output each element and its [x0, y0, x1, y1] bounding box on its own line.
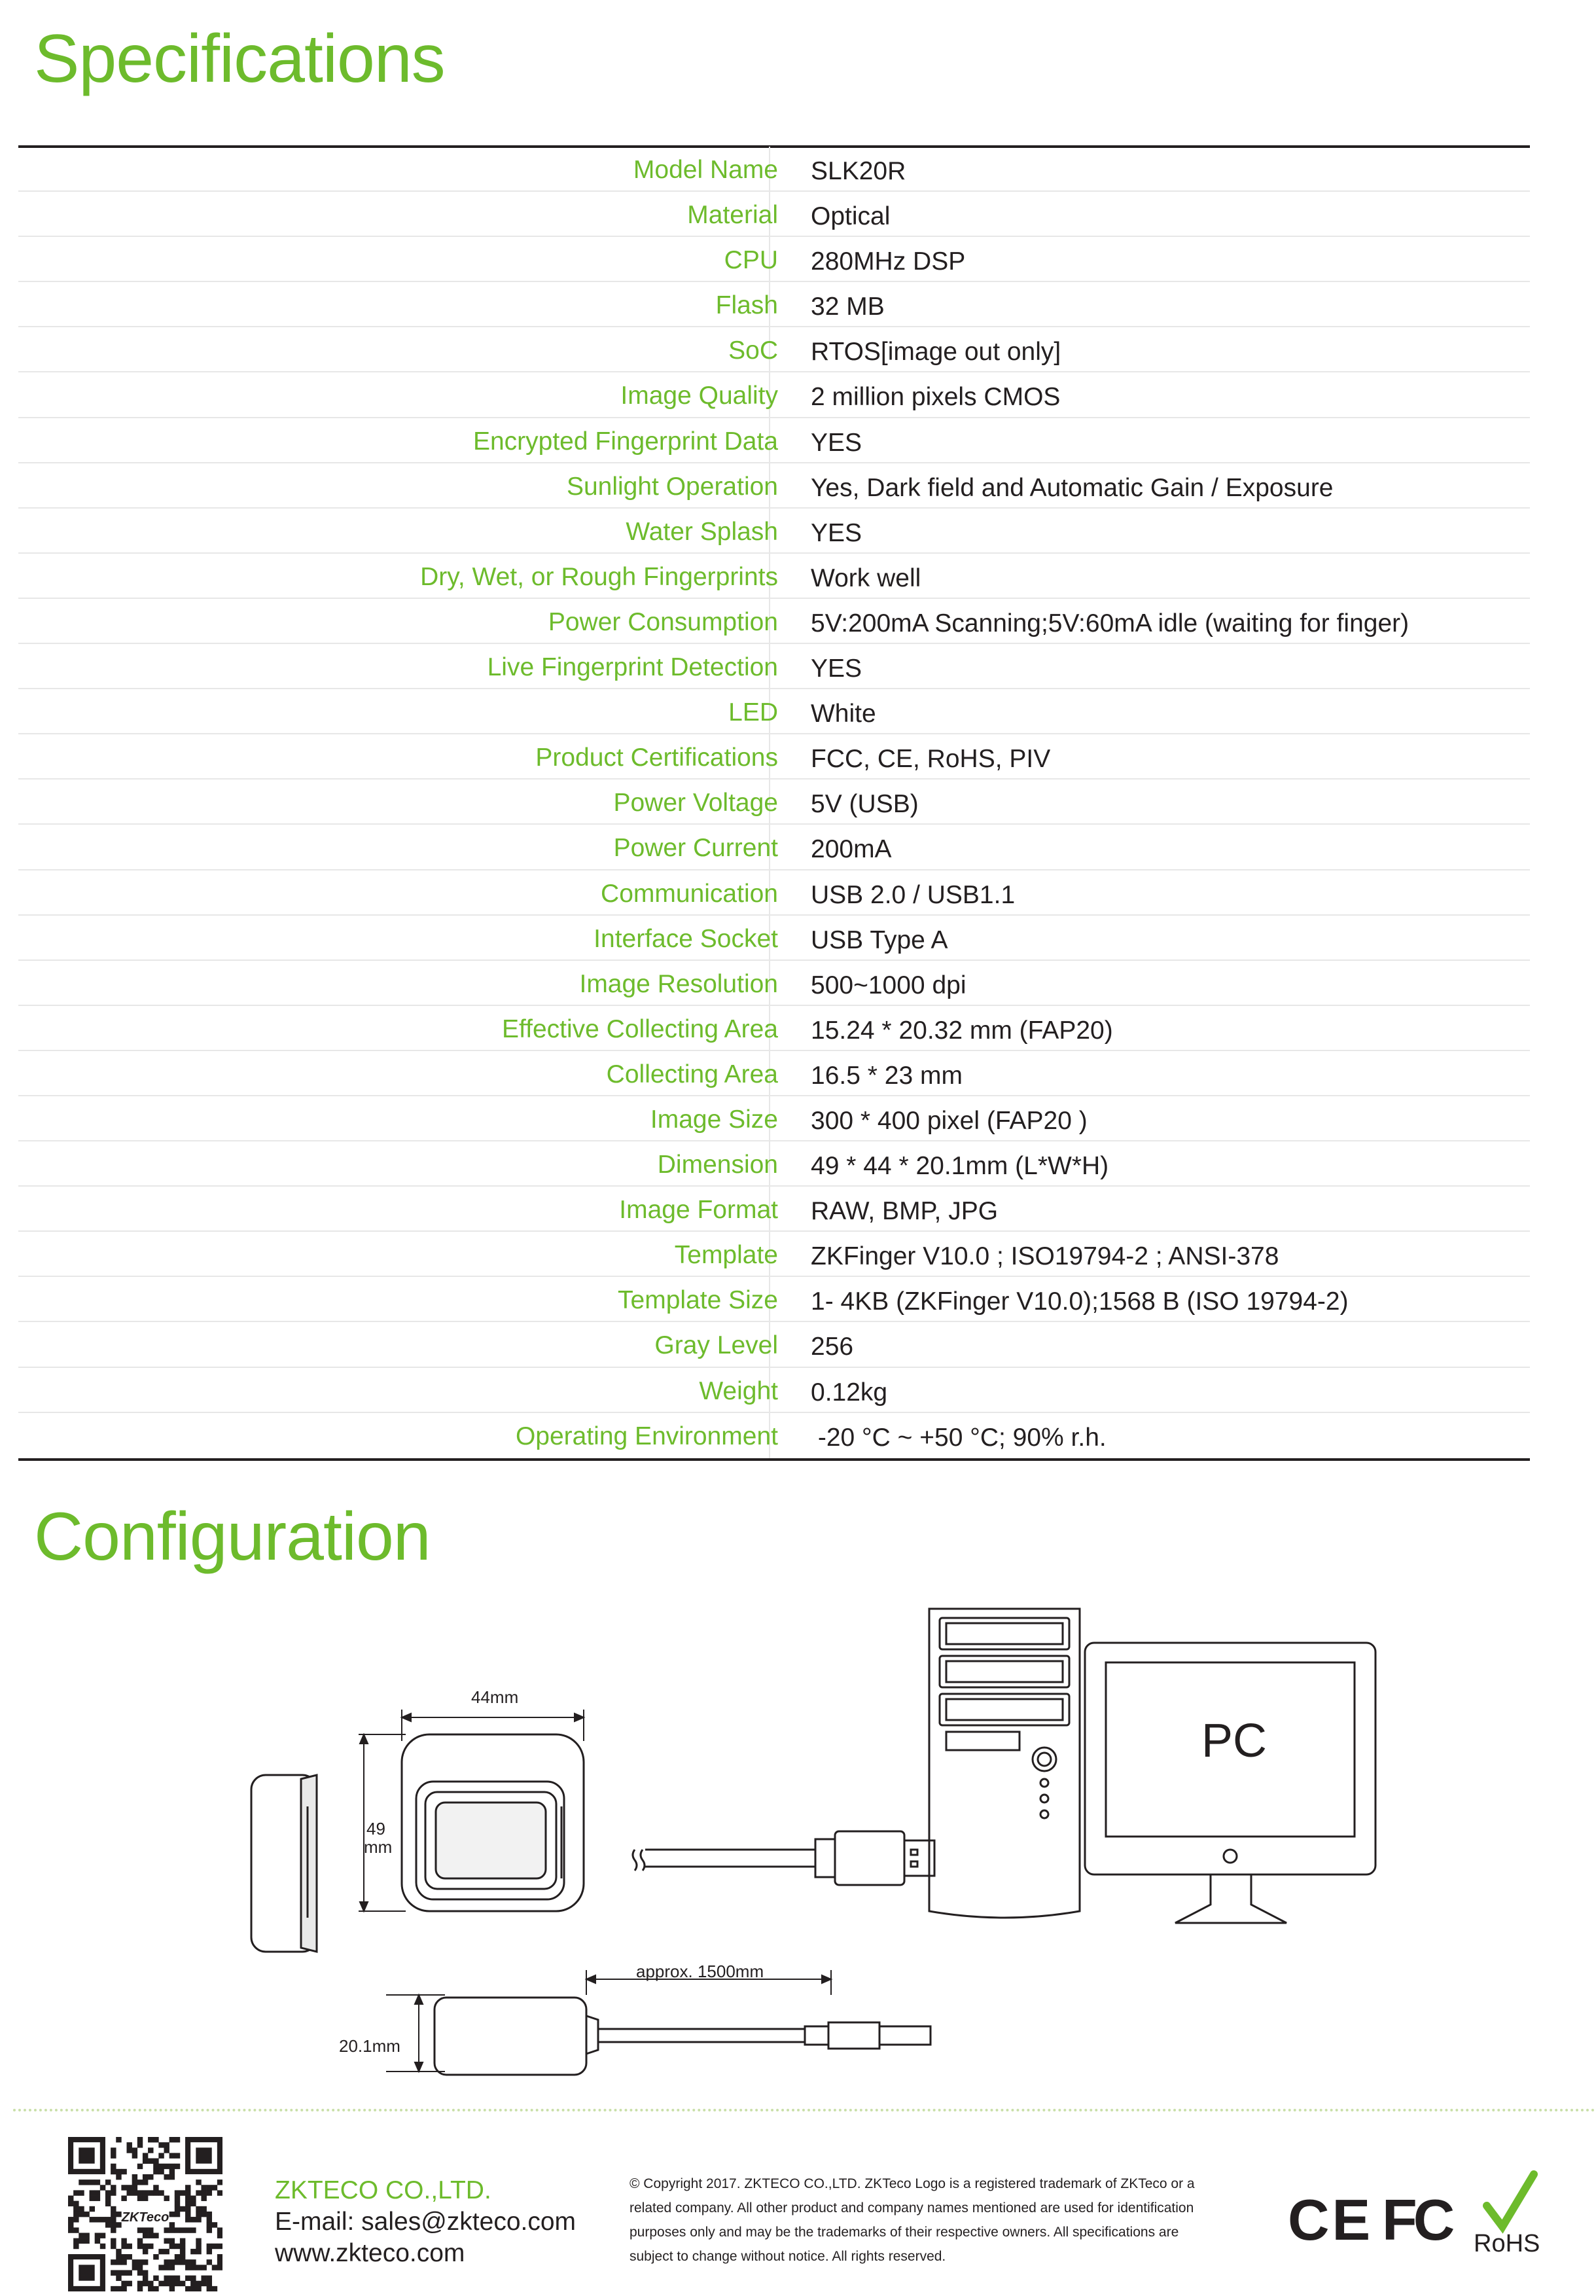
- table-row: [18, 1187, 1530, 1232]
- table-row: [18, 327, 1530, 372]
- spec-value: 32 MB: [811, 293, 885, 321]
- spec-value: White: [811, 700, 876, 728]
- spec-label: Image Quality: [620, 382, 778, 410]
- spec-value: YES: [811, 655, 862, 683]
- spec-label: CPU: [724, 246, 778, 275]
- spec-label: Effective Collecting Area: [501, 1014, 778, 1043]
- table-row: [18, 1096, 1530, 1141]
- table-row: [18, 599, 1530, 644]
- copyright-line: © Copyright 2017. ZKTECO CO.,LTD. ZKTeco Logo is a registered trademark of ZKTeco or a: [630, 2176, 1195, 2191]
- spec-label: Image Size: [650, 1105, 778, 1134]
- spec-label: Power Consumption: [548, 607, 778, 636]
- spec-value: 15.24 * 20.32 mm (FAP20): [811, 1016, 1113, 1045]
- pc-label: PC: [1201, 1715, 1268, 1767]
- table-row: [18, 644, 1530, 689]
- spec-label: Live Fingerprint Detection: [487, 653, 778, 682]
- configuration-title: Configuration: [34, 1499, 431, 1575]
- table-row: [18, 418, 1530, 463]
- copyright-notice: [630, 2172, 1205, 2269]
- spec-value: 500~1000 dpi: [811, 971, 966, 999]
- scanner-side-view: [251, 1775, 317, 1952]
- spec-value: 16.5 * 23 mm: [811, 1061, 963, 1090]
- length-dimension-unit: mm: [364, 1837, 393, 1857]
- spec-label: Collecting Area: [606, 1060, 778, 1088]
- table-row: [18, 780, 1530, 825]
- usb-cable: [633, 1831, 934, 1885]
- spec-value: Work well: [811, 564, 921, 592]
- spec-value: 1- 4KB (ZKFinger V10.0);1568 B (ISO 19794-2): [811, 1287, 1349, 1316]
- height-dimension-label: 20.1mm: [339, 2036, 400, 2056]
- spec-label: Flash: [715, 291, 778, 320]
- copyright-line: subject to change without notice. All rights reserved.: [630, 2249, 946, 2264]
- spec-label: Dimension: [657, 1151, 778, 1179]
- company-website[interactable]: www.zkteco.com: [275, 2239, 465, 2267]
- spec-label: SoC: [728, 336, 778, 365]
- page-title: Specifications: [34, 21, 445, 97]
- table-row: [18, 147, 1530, 192]
- pc-tower: [929, 1609, 1080, 1918]
- table-row: [18, 463, 1530, 509]
- table-bottom-rule: [18, 1458, 1530, 1461]
- spec-value: 280MHz DSP: [811, 247, 966, 276]
- rohs-check-icon: [1487, 2174, 1534, 2227]
- spec-table: [18, 147, 1530, 1458]
- qr-code-icon: [68, 2137, 222, 2291]
- company-name: ZKTECO CO.,LTD.: [275, 2176, 491, 2204]
- scanner-side-cable-view: [434, 1998, 931, 2075]
- table-row: [18, 1232, 1530, 1277]
- spec-value: 300 * 400 pixel (FAP20 ): [811, 1106, 1088, 1135]
- spec-value: USB 2.0 / USB1.1: [811, 880, 1016, 909]
- spec-label: Operating Environment: [515, 1422, 778, 1450]
- spec-label: Gray Level: [654, 1331, 778, 1360]
- spec-value: 2 million pixels CMOS: [811, 383, 1061, 412]
- table-row: [18, 372, 1530, 418]
- table-row: [18, 1368, 1530, 1413]
- fcc-mark-icon: FC: [1382, 2187, 1451, 2252]
- spec-label: Image Resolution: [579, 969, 778, 998]
- table-row: [18, 961, 1530, 1006]
- company-email[interactable]: E-mail: sales@zkteco.com: [275, 2208, 576, 2236]
- spec-value: RAW, BMP, JPG: [811, 1197, 999, 1226]
- spec-label: Power Current: [613, 834, 778, 863]
- certification-logos: [1283, 2166, 1557, 2258]
- spec-label: Model Name: [633, 156, 778, 184]
- cable-length-label: approx. 1500mm: [636, 1962, 764, 1981]
- spec-value: 200mA: [811, 835, 892, 864]
- table-row: [18, 554, 1530, 599]
- table-row: [18, 1051, 1530, 1096]
- configuration-diagram: [0, 1584, 1596, 2108]
- table-row: [18, 916, 1530, 961]
- width-dimension-label: 44mm: [471, 1687, 519, 1707]
- dimension-lines: [359, 1710, 831, 2072]
- table-row: [18, 870, 1530, 916]
- ce-mark-icon: CE: [1288, 2187, 1374, 2252]
- spec-label: Template Size: [618, 1286, 778, 1315]
- spec-value: ZKFinger V10.0 ; ISO19794-2 ; ANSI-378: [811, 1242, 1279, 1271]
- table-row: [18, 734, 1530, 780]
- table-row: [18, 509, 1530, 554]
- copyright-line: purposes only and may be the trademarks of their respective owners. All specifications are: [630, 2225, 1179, 2240]
- spec-label: Interface Socket: [594, 924, 778, 953]
- scanner-top-view: [402, 1734, 584, 1911]
- spec-value: FCC, CE, RoHS, PIV: [811, 745, 1051, 774]
- spec-label: Dry, Wet, or Rough Fingerprints: [420, 562, 778, 591]
- length-dimension-label: 49: [366, 1819, 385, 1839]
- spec-label: Water Splash: [626, 517, 778, 546]
- spec-value: SLK20R: [811, 157, 906, 185]
- spec-label: Weight: [699, 1376, 778, 1405]
- footer-divider: [13, 2109, 1596, 2111]
- table-row: [18, 1277, 1530, 1322]
- spec-label: LED: [728, 698, 778, 727]
- monitor: [1085, 1643, 1375, 1923]
- table-row: [18, 689, 1530, 734]
- spec-value: 49 * 44 * 20.1mm (L*W*H): [811, 1152, 1109, 1181]
- spec-value: Yes, Dark field and Automatic Gain / Exposure: [811, 473, 1334, 502]
- table-row: [18, 282, 1530, 327]
- spec-label: Image Format: [619, 1196, 778, 1225]
- copyright-line: related company. All other product and company names mentioned are used for identification: [630, 2200, 1194, 2215]
- spec-label: Communication: [601, 879, 778, 908]
- spec-value: YES: [811, 518, 862, 547]
- table-row: [18, 1322, 1530, 1367]
- spec-label: Power Voltage: [613, 789, 778, 817]
- table-row: [18, 192, 1530, 237]
- spec-value: 256: [811, 1333, 854, 1361]
- table-row: [18, 1006, 1530, 1051]
- spec-value: -20 °C ~ +50 °C; 90% r.h.: [811, 1423, 1107, 1452]
- table-row: [18, 825, 1530, 870]
- spec-value: Optical: [811, 202, 891, 231]
- spec-label: Product Certifications: [535, 744, 778, 772]
- spec-label: Encrypted Fingerprint Data: [472, 427, 778, 456]
- spec-value: USB Type A: [811, 925, 948, 954]
- spec-value: 5V:200mA Scanning;5V:60mA idle (waiting for finger): [811, 609, 1410, 637]
- spec-label: Template: [674, 1241, 778, 1270]
- table-row: [18, 237, 1530, 282]
- table-row: [18, 1413, 1530, 1458]
- spec-label: Sunlight Operation: [566, 472, 778, 501]
- spec-value: RTOS[image out only]: [811, 338, 1061, 367]
- spec-value: 5V (USB): [811, 790, 919, 819]
- spec-value: 0.12kg: [811, 1378, 888, 1407]
- rohs-mark-icon: RoHS: [1474, 2230, 1540, 2257]
- spec-value: YES: [811, 428, 862, 457]
- qr-logo-text: ZKTeco: [121, 2210, 169, 2225]
- spec-label: Material: [687, 201, 778, 230]
- table-row: [18, 1141, 1530, 1187]
